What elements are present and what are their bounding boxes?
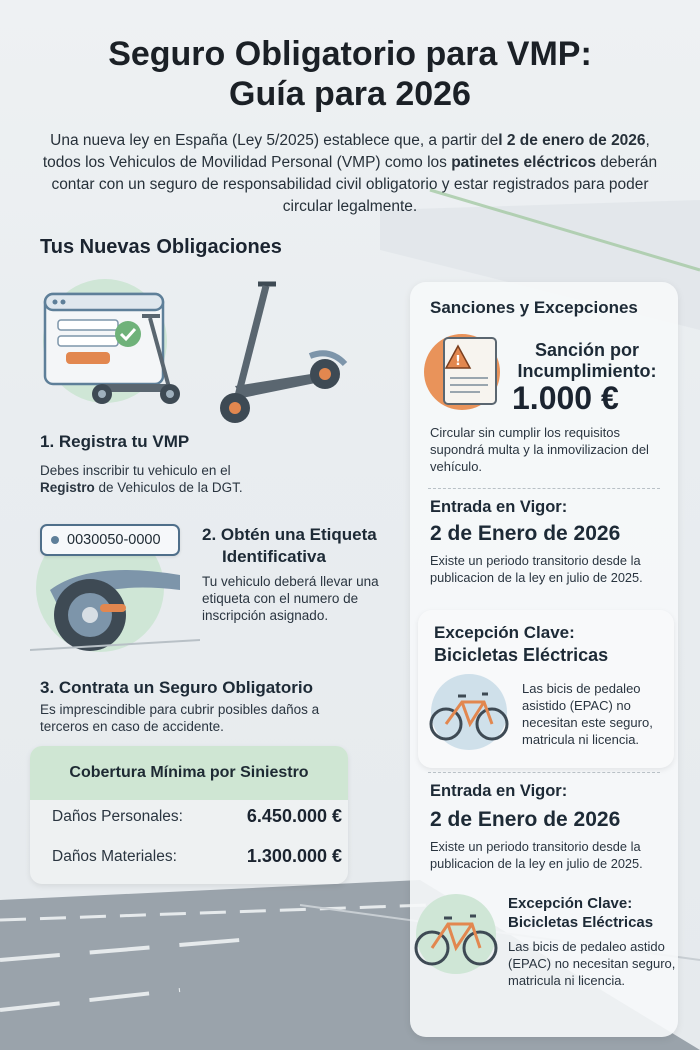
- intro-text-2: , todos los Vehiculos de Movilidad Personal (VMP) como los: [42, 132, 650, 171]
- exception-1-title: [434, 622, 608, 666]
- coverage-value: 1.300.000 €: [246, 846, 342, 866]
- bicycle-icon: [410, 892, 502, 978]
- step-2-title: [202, 524, 377, 568]
- warning-document-icon: [424, 330, 504, 412]
- license-plate: [40, 524, 180, 556]
- intro-bold-scooters: patinetes eléctricos: [451, 154, 596, 171]
- exception-2-text: Las bicis de pedaleo astido (EPAC) no necesitan seguro, matricula ni licencia.: [508, 939, 676, 988]
- penalty-text: Circular sin cumplir los requisitos supondrá multa y la inmovilizacion del vehículo.: [430, 425, 649, 474]
- step-2-title-line-1: 2. Obtén una Etiqueta: [202, 525, 377, 544]
- obligations-title: Tus Nuevas Obligaciones: [40, 236, 282, 258]
- intro-text-3: deberán contar con un seguro de responsabilidad civil obligatorio y estar registrados para poder circular legalmente.: [51, 154, 658, 215]
- coverage-card: [30, 746, 348, 884]
- coverage-label: Daños Personales:: [52, 807, 183, 825]
- step-1-text-bold: Registro: [40, 480, 95, 495]
- coverage-value: 6.450.000 €: [246, 806, 342, 826]
- penalty-title-line-2: Incumplimiento:: [517, 361, 657, 381]
- plate-bolt-icon: [51, 536, 59, 544]
- exception-1-title-line-1: Excepción Clave:: [434, 623, 575, 642]
- intro-text-1: Una nueva ley en España (Ley 5/2025) establece que, a partir de: [50, 132, 499, 149]
- plate-number: 0030050-0000: [67, 532, 161, 548]
- page-title: [0, 34, 700, 114]
- step-2-text: Tu vehiculo deberá llevar una etiqueta con el numero de inscripción asignado.: [202, 574, 379, 623]
- vigor-1-title: Entrada en Vigor:: [430, 498, 568, 516]
- exception-1-title-line-2: Bicicletas Eléctricas: [434, 645, 609, 665]
- penalty-amount: 1.000 €: [512, 380, 619, 416]
- divider: [428, 488, 660, 489]
- exception-2-title-line-2: Bicicletas Eléctricas: [508, 914, 654, 931]
- svg-text:!: !: [455, 354, 461, 369]
- coverage-row-material: [52, 846, 342, 867]
- exception-2-title-line-1: Excepción Clave:: [508, 895, 633, 912]
- step-2-title-line-2: Identificativa: [222, 547, 326, 566]
- penalty-title-line-1: Sanción por: [534, 340, 639, 360]
- intro-paragraph: [40, 130, 660, 218]
- bicycle-icon: [424, 672, 514, 752]
- step-3-title: 3. Contrata un Seguro Obligatorio: [40, 678, 313, 697]
- exception-2-title: [508, 894, 653, 932]
- coverage-title: Cobertura Mínima por Siniestro: [30, 746, 348, 800]
- title-line-2: Guía para 2026: [229, 75, 471, 113]
- registration-illustration: [30, 276, 350, 436]
- vigor-2-text: Existe un periodo transitorio desde la publicacion de la ley en julio de 2025.: [430, 839, 643, 871]
- vigor-1-text: Existe un periodo transitorio desde la publicacion de la ley en julio de 2025.: [430, 553, 643, 585]
- step-1-title: 1. Registra tu VMP: [40, 432, 190, 451]
- step-1-text: [40, 462, 280, 496]
- intro-bold-date: l 2 de enero de 2026: [498, 132, 646, 149]
- coverage-label: Daños Materiales:: [52, 847, 177, 865]
- title-line-1: Seguro Obligatorio para VMP:: [108, 35, 592, 73]
- vigor-2-date: 2 de Enero de 2026: [430, 808, 621, 831]
- step-3-text: Es imprescindible para cubrir posibles daños a terceros en caso de accidente.: [40, 702, 320, 734]
- vigor-1-date: 2 de Enero de 2026: [430, 522, 621, 545]
- coverage-row-personal: [52, 806, 342, 827]
- divider: [428, 772, 660, 773]
- exception-1-text: Las bicis de pedaleo asistido (EPAC) no necesitan este seguro, matricula ni licencia.: [522, 681, 653, 747]
- step-1-text-b: de Vehiculos de la DGT.: [94, 480, 243, 495]
- sanctions-title: Sanciones y Excepciones: [430, 298, 638, 317]
- vigor-2-title: Entrada en Vigor:: [430, 782, 568, 800]
- step-1-text-a: Debes inscribir tu vehiculo en el: [40, 463, 231, 478]
- penalty-title: [512, 340, 662, 382]
